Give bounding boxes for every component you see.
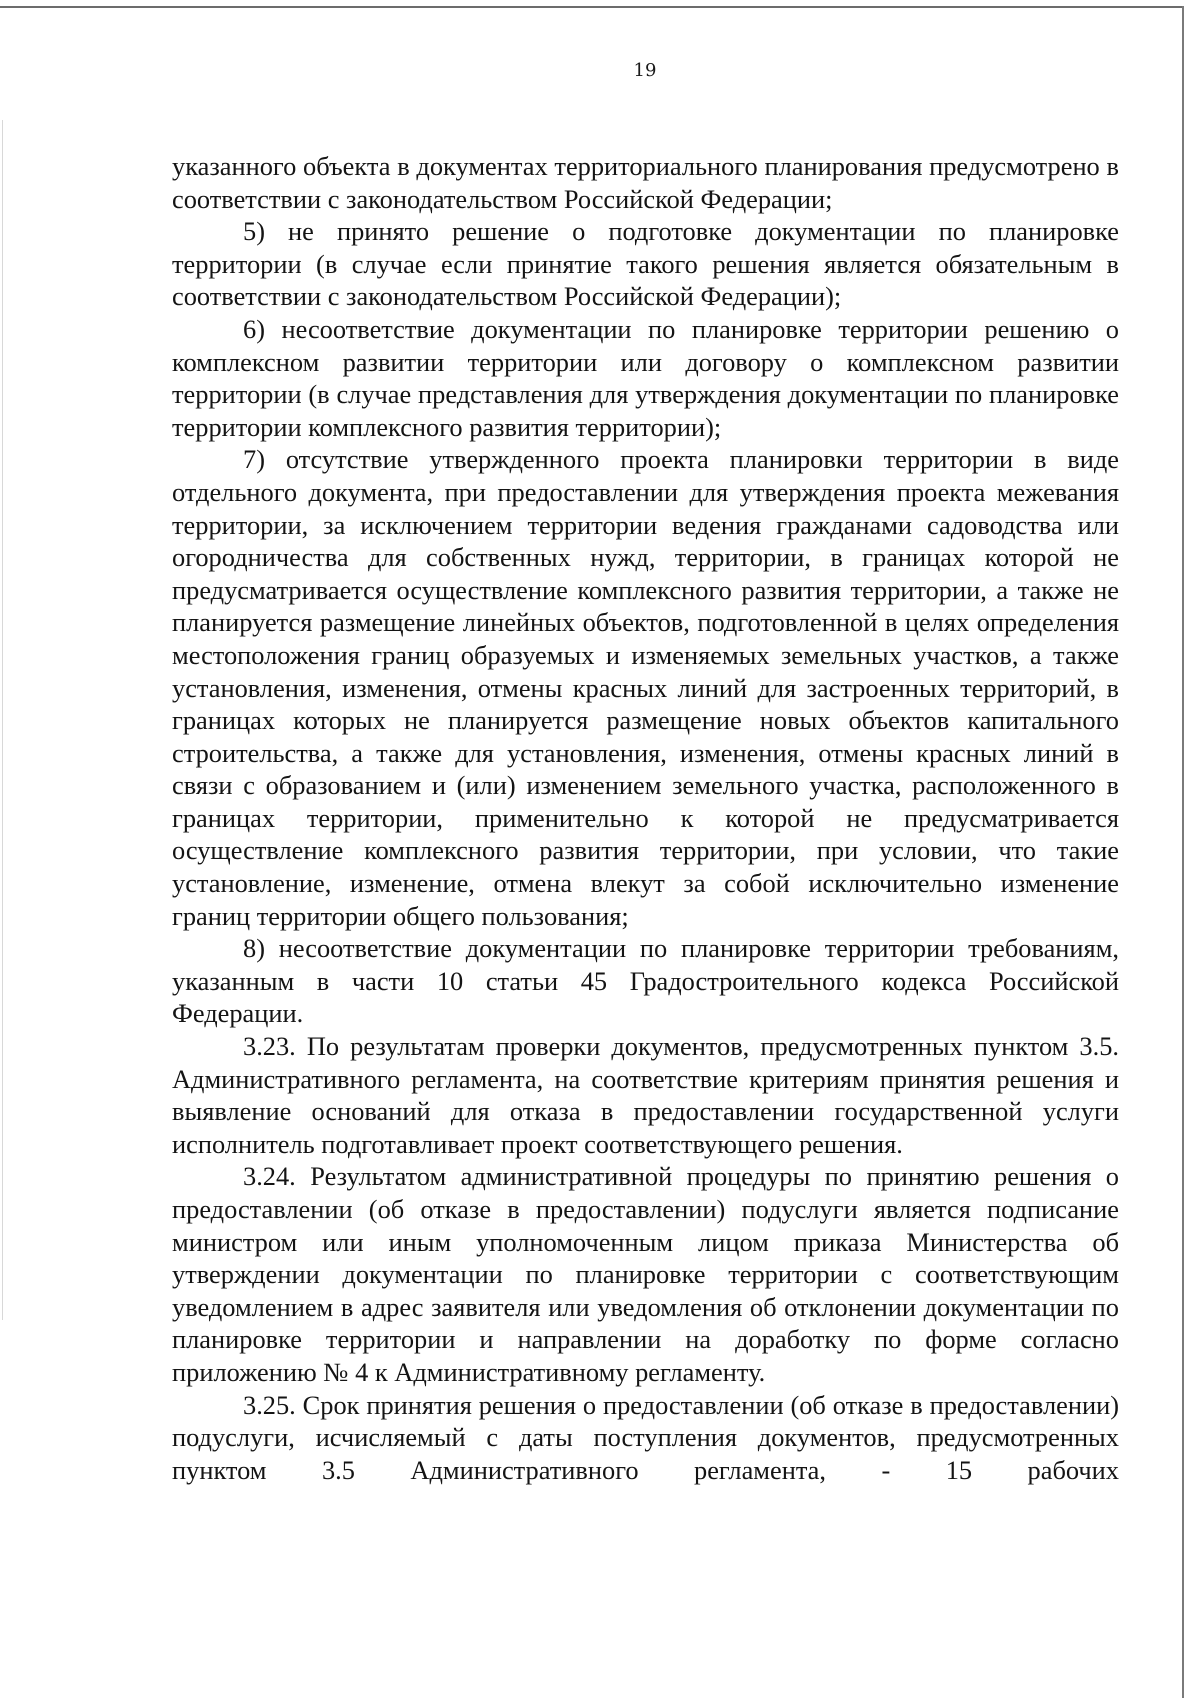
paragraph-continuation: указанного объекта в документах территориального планирования предусмотрено в соответствии с законодательством Российской Федерации; — [172, 151, 1119, 214]
paragraph-3-25: 3.25. Срок принятия решения о предоставлении (об отказе в предоставлении) подуслуги, исчисляемый с даты поступления документов, предусмотренных пунктом 3.5 Административного регламента, - 15 рабочих — [172, 1389, 1119, 1485]
scan-edge-top — [0, 6, 1182, 8]
paragraph-item-8: 8) несоответствие документации по планировке территории требованиям, указанным в части 10 статьи 45 Градостроительного кодекса Российской Федерации. — [172, 933, 1119, 1029]
scan-edge-left — [2, 120, 3, 1320]
document-body — [172, 150, 1119, 1486]
scan-edge-right — [1182, 6, 1184, 1698]
paragraph-item-6: 6) несоответствие документации по планировке территории решению о комплексном развитии территории или договору о комплексном развитии территории (в случае представления для утверждения документации по планировке территории комплексного развития территории); — [172, 313, 1119, 442]
paragraph-item-7: 7) отсутствие утвержденного проекта планировки территории в виде отдельного документа, при предоставлении для утверждения проекта межевания территории, за исключением территории ведения гражданами садоводства или огородничества для собственных нужд, территории, в границах которой не предусматривается осуществление комплексного развития территории, а также не планируется размещение линейных объектов, подготовленной в целях определения местоположения границ образуемых и изменяемых земельных участков, а также установления, изменения, отмены красных линий для застроенных территорий, в границах которых не планируется размещение новых объектов капитального строительства, а также для установления, изменения, отмены красных линий в связи с образованием и (или) изменением земельного участка, расположенного в границах территории, применительно к которой не предусматривается осуществление комплексного развития территории, при условии, что такие установление, изменение, отмена влекут за собой исключительно изменение границ территории общего пользования; — [172, 444, 1119, 931]
paragraph-item-5: 5) не принято решение о подготовке документации по планировке территории (в случае если принятие такого решения является обязательным в соответствии с законодательством Российской Федерации); — [172, 216, 1119, 312]
paragraph-3-23: 3.23. По результатам проверки документов, предусмотренных пунктом 3.5. Административного регламента, на соответствие критериям принятия решения и выявление оснований для отказа в предоставлении государственной услуги исполнитель подготавливает проект соответствующего решения. — [172, 1031, 1119, 1159]
paragraph-3-24: 3.24. Результатом административной процедуры по принятию решения о предоставлении (об отказе в предоставлении) подуслуги является подписание министром или иным уполномоченным лицом приказа Министерства об утверждении документации по планировке территории с соответствующим уведомлением в адрес заявителя или уведомления об отклонении документации по планировке территории и направлении на доработку по форме согласно приложению № 4 к Административному регламенту. — [172, 1161, 1119, 1387]
page-number: 19 — [633, 60, 657, 81]
